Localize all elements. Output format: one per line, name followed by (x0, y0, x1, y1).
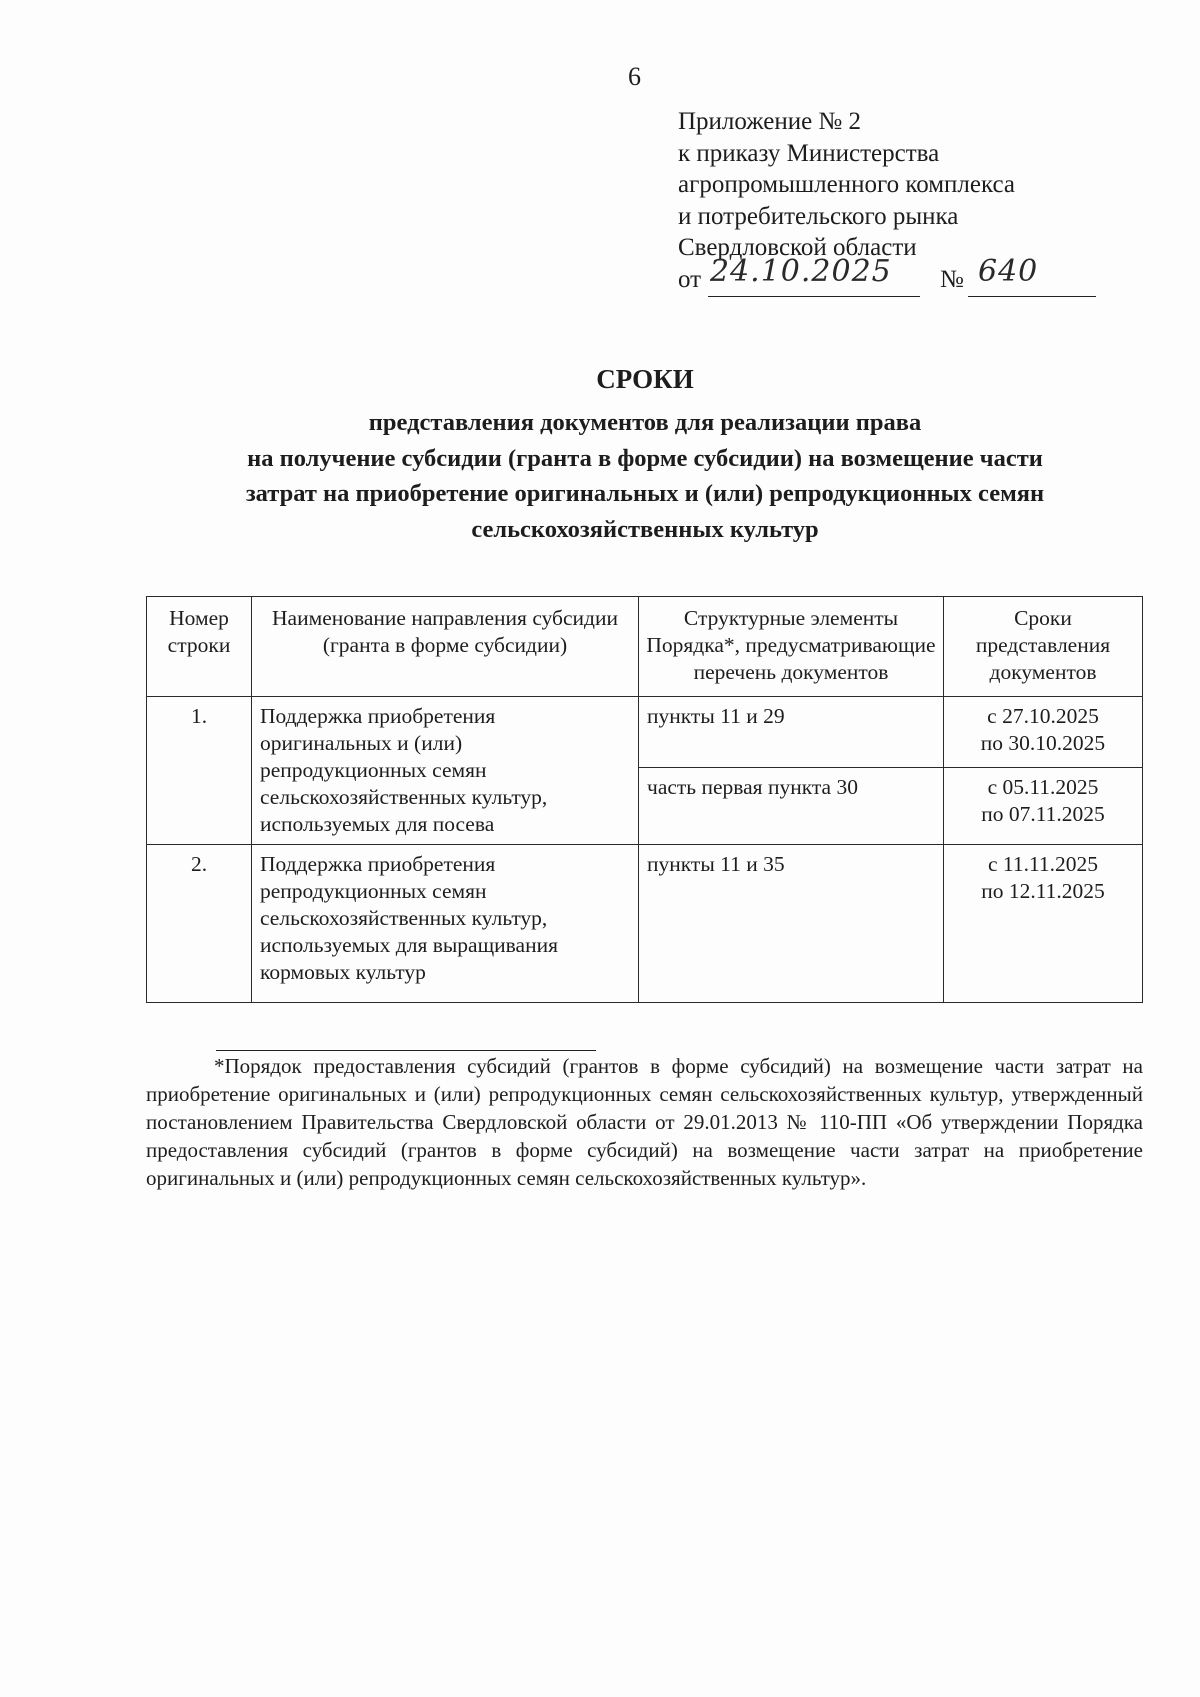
date-prefix: от (678, 265, 702, 293)
number-field (968, 253, 1096, 297)
deadlines-table (146, 596, 1143, 1003)
title-line: на получение субсидии (гранта в форме субсидии) на возмещение части (247, 444, 1043, 472)
deadline-from: с 11.11.2025 (987, 852, 1099, 876)
footnote: *Порядок предоставления субсидий (грантов в форме субсидий) на возмещение части затрат на приобретение оригинальных и (или) репродукционных семян сельскохозяйственных культур, утвержденный постановлением Правительства Свердловской области от 29.01.2013 № 110-ПП «Об утверждении Порядка предоставления субсидий (грантов в форме субсидий) на возмещение части затрат на приобретение оригинальных и (или) репродукционных семян сельскохозяйственных культур». (146, 1054, 1143, 1190)
appendix-block (678, 106, 1118, 298)
header-number: Номер строки (147, 597, 252, 697)
appendix-line: и потребительского рынка (678, 202, 959, 230)
document-title (110, 364, 1180, 547)
appendix-line: к приказу Министерства (678, 139, 940, 167)
title-main: СРОКИ (596, 364, 694, 394)
row-deadline (944, 845, 1143, 1003)
header-name: Наименование направления субсидии (гранта в форме субсидии) (252, 597, 639, 697)
title-line: сельскохозяйственных культур (471, 515, 819, 543)
deadline-to: по 30.10.2025 (980, 731, 1106, 755)
deadline-to: по 07.11.2025 (981, 801, 1105, 826)
table-row (147, 697, 1143, 768)
deadline-from: с 05.11.2025 (987, 774, 1099, 799)
row-number: 1. (147, 697, 252, 845)
order-date-line (678, 253, 1118, 298)
row-number: 2. (147, 845, 252, 1003)
number-prefix: № (940, 265, 964, 293)
handwritten-date: 24.10.2025 (710, 253, 892, 289)
table-header-row (147, 597, 1143, 697)
title-line: затрат на приобретение оригинальных и (или) репродукционных семян (245, 480, 1045, 507)
page-number: 6 (628, 62, 641, 91)
handwritten-number: 640 (978, 253, 1039, 289)
date-field (708, 253, 920, 297)
appendix-line: агропромышленного комплекса (678, 171, 1016, 198)
header-deadlines: Сроки представления документов (944, 597, 1143, 697)
appendix-line: Приложение № 2 (678, 108, 862, 135)
row-elements: часть первая пункта 30 (639, 767, 944, 844)
row-elements: пункты 11 и 29 (639, 697, 944, 768)
deadline-from: с 27.10.2025 (987, 704, 1099, 728)
header-structure: Структурные элементы Порядка*, предусматривающие перечень документов (639, 597, 944, 697)
row-name: Поддержка приобретения репродукционных семян сельскохозяйственных культур, используемых для выращивания кормовых культур (252, 845, 639, 1003)
table-row (147, 845, 1143, 1003)
row-deadline (944, 767, 1143, 844)
row-name: Поддержка приобретения оригинальных и (или) репродукционных семян сельскохозяйственных культур, используемых для посева (252, 697, 639, 845)
row-elements: пункты 11 и 35 (639, 845, 944, 1003)
footnote-divider (216, 1050, 596, 1051)
appendix-line: Свердловской области (678, 234, 917, 261)
title-line: представления документов для реализации права (368, 409, 922, 436)
row-deadline (944, 697, 1143, 768)
deadline-to: по 12.11.2025 (981, 879, 1105, 903)
